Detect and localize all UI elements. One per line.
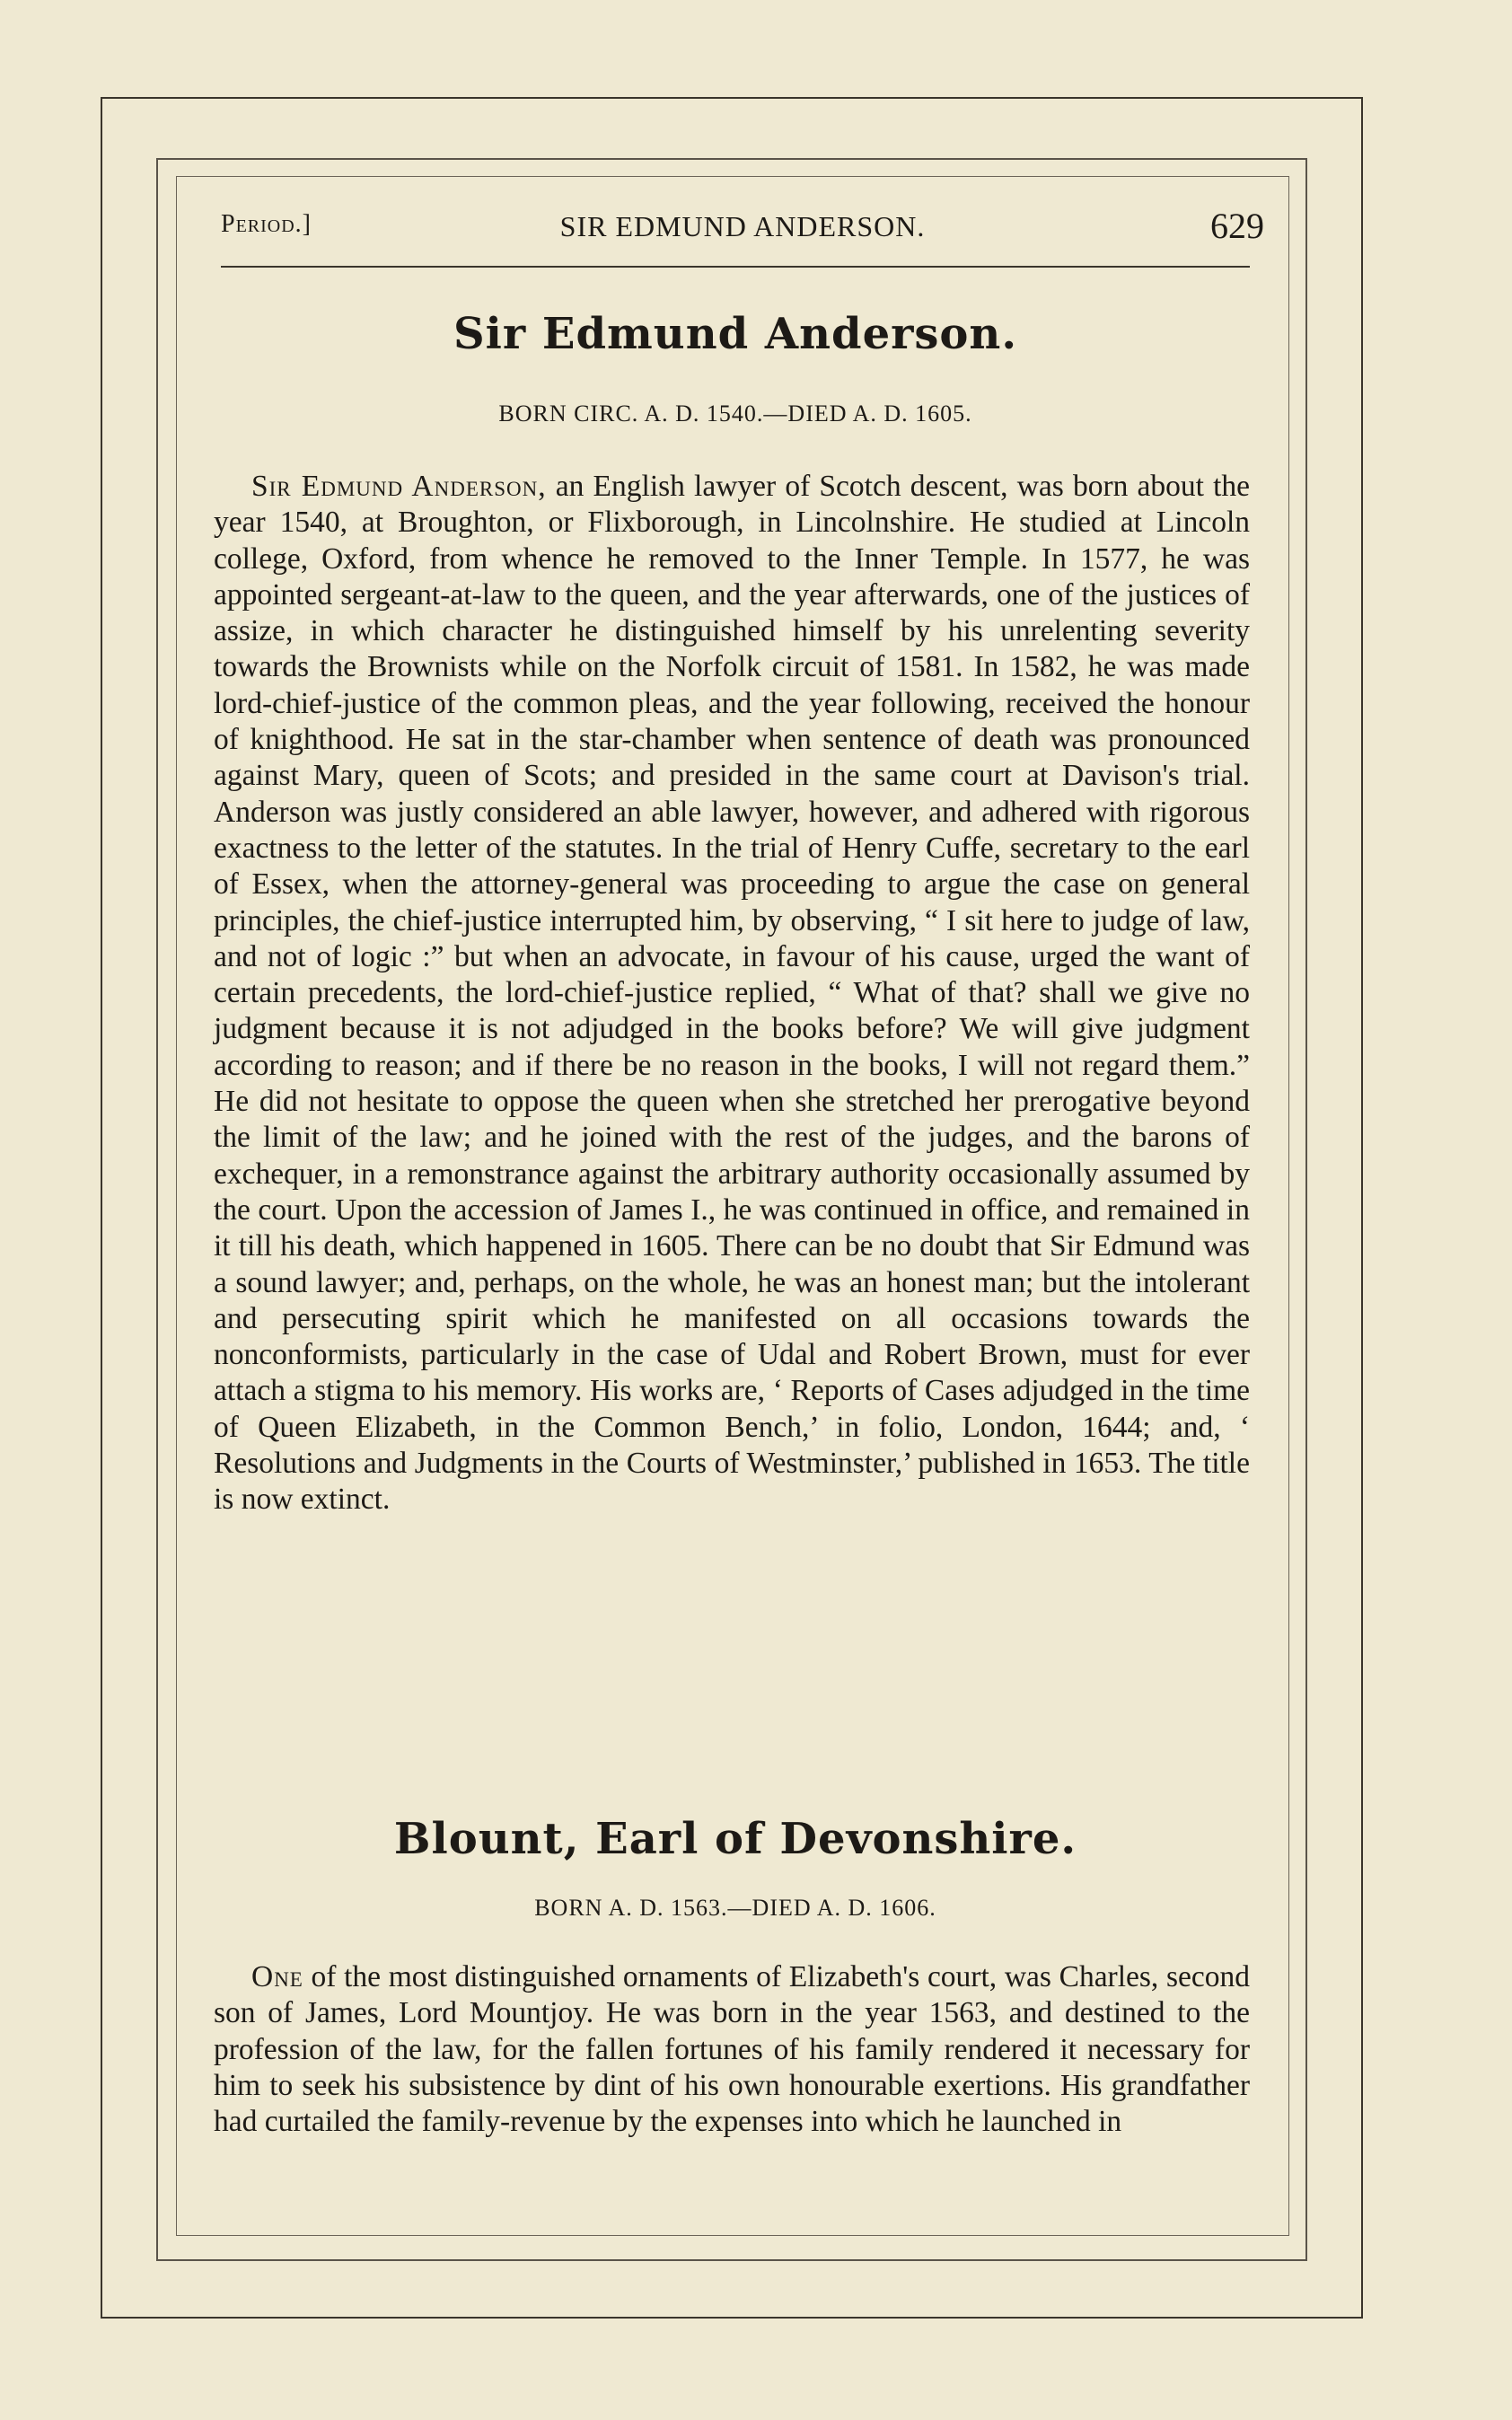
- opening-words: One: [251, 1960, 303, 1993]
- section-title-anderson: Sir Edmund Anderson.: [453, 309, 1018, 359]
- body-paragraph: of the most distinguished ornaments of Elizabeth's court, was Charles, second son of James, Lord Mountjoy. He was born in the year 1563, and destined to the profession of the law, for the fallen fortunes of his family rendered it necessary for him to seek his subsistence by dint of his own honourable exertions. His grandfather had curtailed the family-revenue by the expenses into which he launched in: [214, 1960, 1251, 2139]
- header-rule: [221, 266, 1250, 268]
- opening-words: Sir Edmund Anderson,: [251, 470, 547, 503]
- section-body-anderson: [214, 469, 1250, 1518]
- section-dates-blount: BORN A. D. 1563.—DIED A. D. 1606.: [534, 1895, 936, 1921]
- running-head: [221, 205, 1264, 250]
- running-head-section: Period.]: [221, 210, 312, 238]
- section-title-blount: Blount, Earl of Devonshire.: [393, 1814, 1077, 1864]
- running-head-title: SIR EDMUND ANDERSON.: [559, 210, 926, 242]
- page-number: 629: [1210, 206, 1264, 246]
- section-body-blount: [214, 1959, 1250, 2140]
- body-paragraph: an English lawyer of Scotch descent, was born about the year 1540, at Broughton, or Flixborough, in Lincolnshire. He studied at Lincoln college, Oxford, from whence he removed to the Inner Temple. In 1577, he was appointed sergeant-at-law to the queen, and the year afterwards, one of the justices of assize, in which character he distinguished himself by his unrelenting severity towards the Brownists while on the Norfolk circuit of 1581. In 1582, he was made lord-chief-justice of the common pleas, and the year following, received the honour of knighthood. He sat in the star-chamber when sentence of death was pronounced against Mary, queen of Scots; and presided in the same court at Davison's trial. Anderson was justly considered an able lawyer, however, and adhered with rigorous exactness to the letter of the statutes. In the trial of Henry Cuffe, secretary to the earl of Essex, when the attorney-general was proceeding to argue the case on general principles, the chief-justice interrupted him, by observing, “ I sit here to judge of law, and not of logic :” but when an advocate, in favour of his cause, urged the want of certain precedents, the lord-chief-justice replied, “ What of that? shall we give no judgment because it is not adjudged in the books before? We will give judgment according to reason; and if there be no reason in the books, I will not regard them.” He did not hesitate to oppose the queen when she stretched her prerogative beyond the limit of the law; and he joined with the rest of the judges, and the barons of exchequer, in a remonstrance against the arbitrary authority occasionally assumed by the court. Upon the accession of James I., he was continued in office, and remained in it till his death, which happened in 1605. There can be no doubt that Sir Edmund was a sound lawyer; and, perhaps, on the whole, he was an honest man; but the intolerant and persecuting spirit which he manifested on all occasions towards the nonconformists, particularly in the case of Udal and Robert Brown, must for ever attach a stigma to his memory. His works are, ‘ Reports of Cases adjudged in the time of Queen Elizabeth, in the Common Bench,’ in folio, London, 1644; and, ‘ Resolutions and Judgments in the Courts of Westminster,’ published in 1653. The title is now extinct.: [214, 470, 1250, 1517]
- section-dates-anderson: BORN CIRC. A. D. 1540.—DIED A. D. 1605.: [498, 400, 972, 427]
